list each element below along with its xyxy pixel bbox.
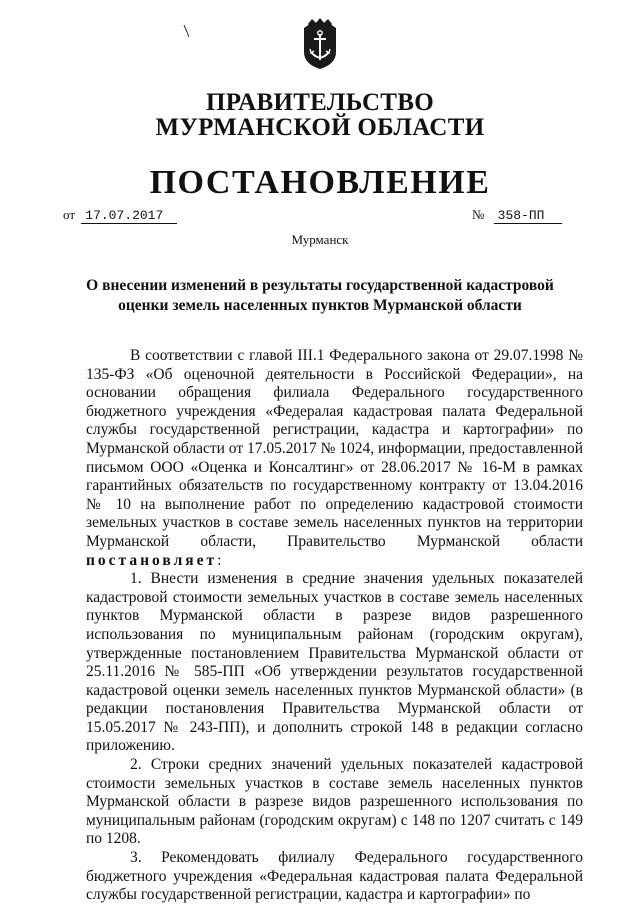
- paragraph-item-2: 2. Строки средних значений удельных показателей кадастровой стоимости земельных участков в составе земель населенных пунктов Мурманской области в разрезе видов разрешенного использования по муниципальным районам (городским округам) с 148 по 1207 считать с 149 по 1208.: [86, 756, 583, 848]
- city-name: Мурманск: [291, 232, 349, 247]
- organization-name-line2: МУРМАНСКОЙ ОБЛАСТИ: [155, 114, 485, 141]
- paragraph-item-3: 3. Рекомендовать филиалу Федерального государственного бюджетного учреждения «Федеральная кадастровая палата Федеральной службы государственной регистрации, кадастра и картографии» по: [86, 849, 583, 904]
- paragraph-item-1: 1. Внести изменения в средние значения удельных показателей кадастровой стоимости земельных участков в составе земель населенных пунктов Мурманской области в разрезе видов разрешенного использования по муниципальным районам (городским округам), утвержденные постановлением Правительства Мурманской области от 25.11.2016 № 585-ПП «Об утверждении результатов государственной кадастровой оценки земель населенных пунктов Мурманской области» (в редакции постановления Правительства Мурманской области от 15.05.2017 № 243-ПП), и дополнить строкой 148 в редакции согласно приложению.: [86, 570, 583, 755]
- document-subject: [80, 276, 560, 316]
- decree-word: постановляет: [86, 551, 218, 569]
- paragraph-preamble: [86, 347, 583, 570]
- document-type-title: ПОСТАНОВЛЕНИЕ: [149, 164, 491, 201]
- number-label: №: [472, 207, 485, 222]
- number-value: 358-ПП: [494, 208, 562, 224]
- number-field: [472, 207, 562, 224]
- preamble-text: В соответствии с главой III.1 Федерального закона от 29.07.1998 № 135-ФЗ «Об оценочной деятельности в Российской Федерации», на основании обращения филиала Федерального государственного бюджетного учреждения «Федералая кадастровая палата Федеральной службы государственной регистрации, кадастра и картографии» по Мурманской области от 17.05.2017 № 1024, информации, предоставленной письмом ООО «Оценка и Консалтинг» от 28.06.2017 № 16-М в рамках гарантийных обязательств по государственному контракту от 13.04.2016 № 10 на выполнение работ по определению кадастровой стоимости земельных участков в составе земель населенных пунктов на территории Мурманской области, Правительство Мурманской области: [86, 347, 583, 550]
- scan-mark: [182, 24, 192, 38]
- coat-of-arms-emblem: [298, 18, 342, 70]
- document-body: [86, 347, 583, 905]
- date-value: 17.07.2017: [81, 208, 177, 224]
- preamble-end: :: [217, 551, 222, 569]
- subject-line1: О внесении изменений в результаты государственной кадастровой: [86, 277, 554, 294]
- subject-line2: оценки земель населенных пунктов Мурманской области: [118, 297, 522, 314]
- organization-name-line1: ПРАВИТЕЛЬСТВО: [206, 89, 434, 116]
- date-label: от: [63, 207, 76, 222]
- date-field: [63, 207, 177, 224]
